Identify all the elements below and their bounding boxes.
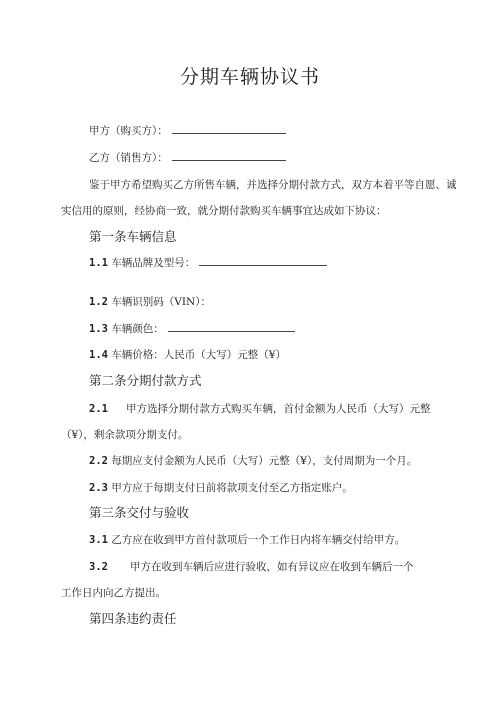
section-4-heading: 第四条违约责任	[89, 611, 177, 626]
party-b-line	[89, 151, 286, 165]
item-1-2	[89, 295, 211, 309]
item-1-1	[89, 256, 327, 270]
brand-model-blank	[199, 256, 327, 266]
item-1-4	[89, 348, 286, 362]
item-2-3-text: 甲方应于每期支付日前将款项支付至乙方指定账户。	[111, 482, 353, 494]
item-1-4-number: 1.4	[89, 349, 108, 361]
item-2-3-number: 2.3	[89, 482, 108, 494]
item-2-2-number: 2.2	[89, 455, 108, 467]
color-blank	[168, 322, 295, 332]
document-title: 分期车辆协议书	[179, 66, 320, 88]
item-2-1-line-2: （¥），剩余款项分期支付。	[61, 429, 189, 441]
item-3-2-number: 3.2	[89, 561, 108, 573]
item-3-1-number: 3.1	[89, 534, 108, 546]
item-1-3-number: 1.3	[89, 323, 108, 335]
item-1-3-text: 车辆颜色：	[111, 323, 164, 335]
party-b-label: 乙方（销售方）：	[89, 152, 168, 164]
item-2-1-text: 甲方选择分期付款方式购买车辆，首付金额为人民币（大写）元整	[125, 403, 431, 415]
item-3-1-text: 乙方应在收到甲方首付款项后一个工作日内将车辆交付给甲方。	[111, 534, 406, 546]
item-1-1-text: 车辆品牌及型号：	[111, 257, 196, 269]
party-b-blank	[172, 151, 286, 161]
item-2-1-line-1	[89, 402, 430, 416]
section-1-heading: 第一条车辆信息	[89, 229, 177, 244]
item-1-3	[89, 322, 295, 336]
item-1-2-text: 车辆识别码（VIN）：	[111, 296, 211, 308]
intro-line-2: 实信用的原则，经协商一致，就分期付款购买车辆事宜达成如下协议：	[61, 205, 387, 217]
item-2-3	[89, 481, 353, 495]
item-2-1-number: 2.1	[89, 403, 108, 415]
item-1-1-number: 1.1	[89, 257, 108, 269]
party-a-blank	[172, 124, 286, 134]
item-3-1	[89, 533, 405, 547]
intro-line-1: 鉴于甲方希望购买乙方所售车辆，并选择分期付款方式，双方本着平等自愿、诚	[89, 179, 457, 191]
item-1-4-text: 车辆价格：人民币（大写）元整（¥）	[111, 349, 286, 361]
item-2-2-text: 每期应支付金额为人民币（大写）元整（¥），支付周期为一个月。	[111, 455, 418, 467]
party-a-label: 甲方（购买方）：	[89, 125, 168, 137]
item-3-2-line-2: 工作日内向乙方提出。	[61, 587, 166, 599]
item-3-2-text: 甲方在收到车辆后应进行验收，如有异议应在收到车辆后一个	[129, 561, 414, 573]
item-3-2-line-1	[89, 560, 413, 574]
section-3-heading: 第三条交付与验收	[89, 505, 190, 520]
party-a-line	[89, 124, 286, 138]
item-1-2-number: 1.2	[89, 296, 108, 308]
item-2-2	[89, 454, 417, 468]
section-2-heading: 第二条分期付款方式	[89, 373, 202, 388]
